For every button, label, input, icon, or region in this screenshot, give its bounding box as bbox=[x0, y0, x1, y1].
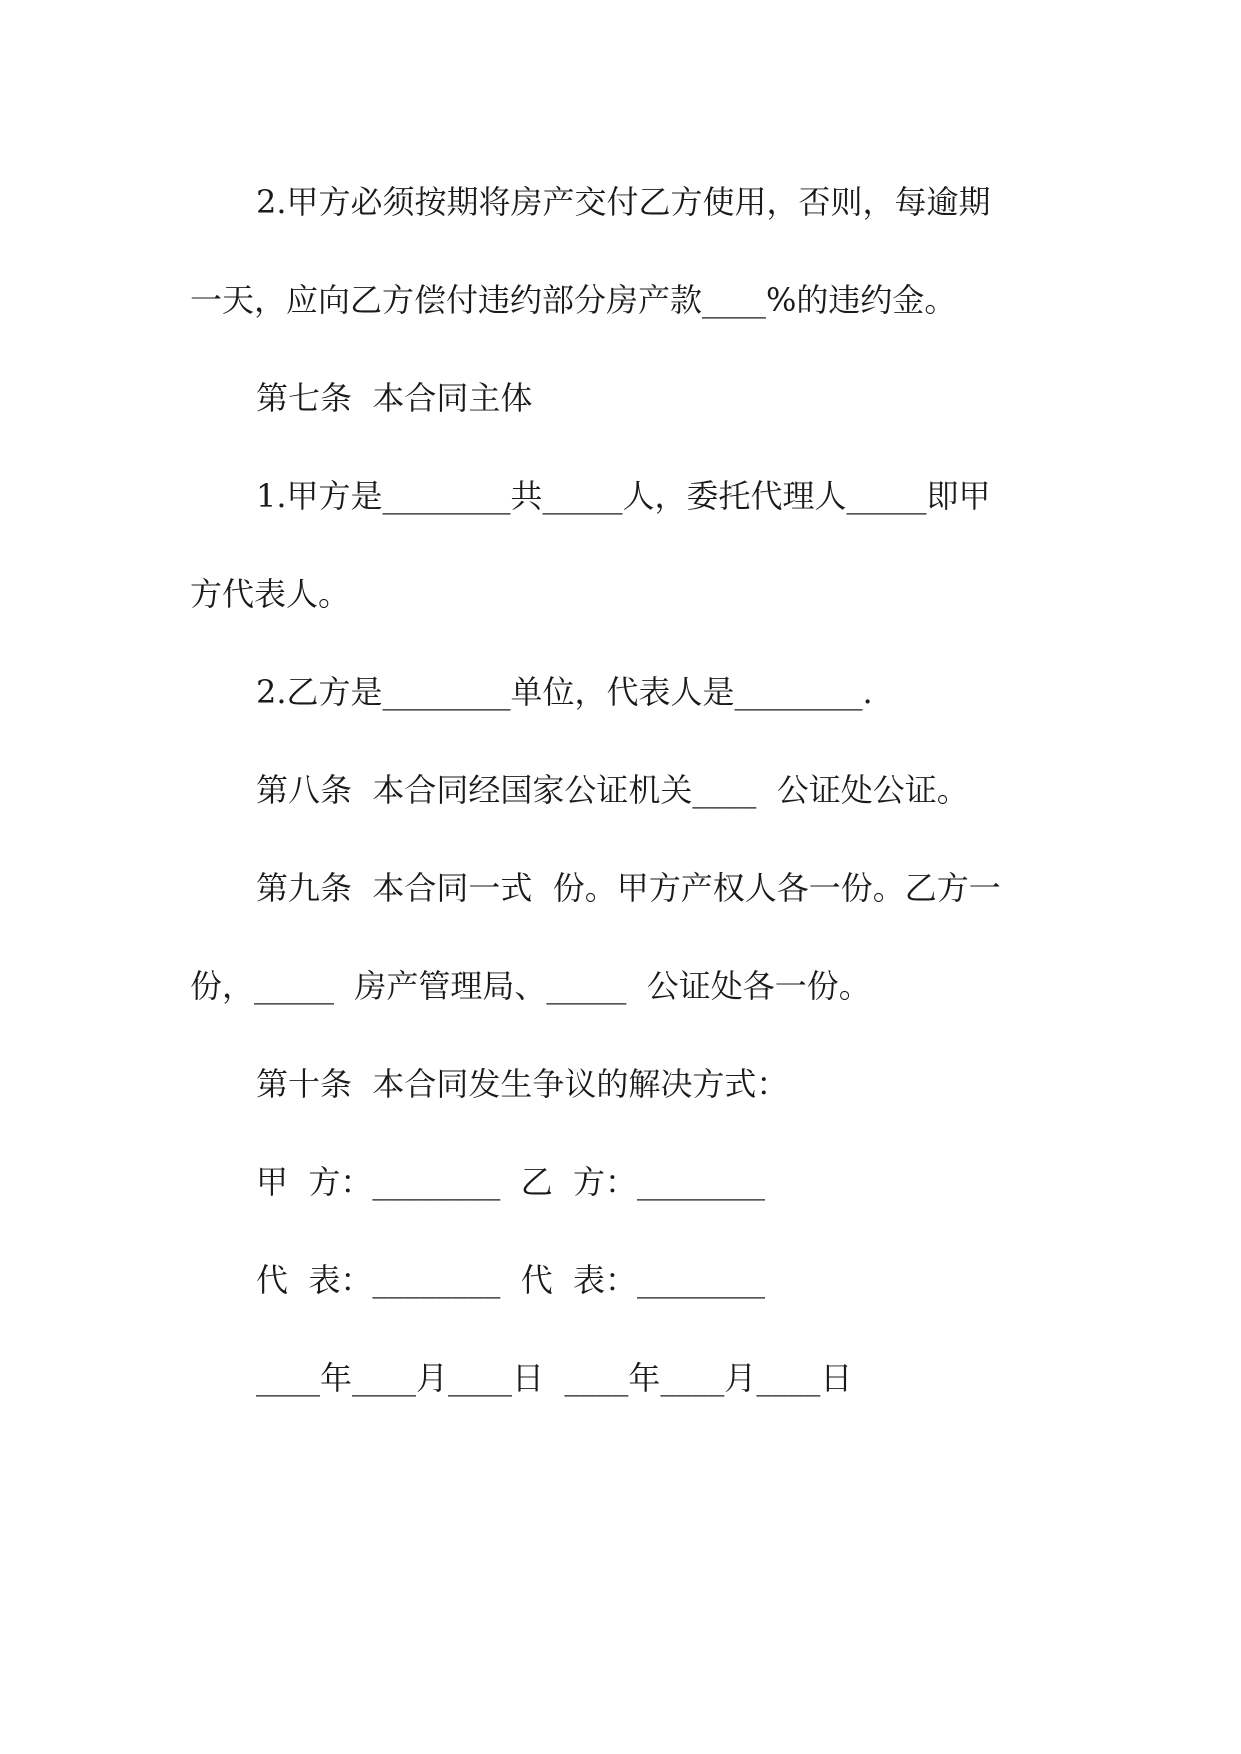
clause-6-item-2-line-2: 一天，应向乙方偿付违约部分房产款____%的违约金。 bbox=[190, 281, 957, 319]
clause-7-item-1-line-1: 1.甲方是________共_____人，委托代理人_____即甲 bbox=[256, 477, 991, 515]
signature-dates: ____年____月____日 ____年____月____日 bbox=[256, 1359, 853, 1397]
clause-10: 第十条 本合同发生争议的解决方式： bbox=[256, 1065, 789, 1103]
clause-7-heading: 第七条 本合同主体 bbox=[256, 379, 533, 417]
clause-9-line-1: 第九条 本合同一式 份。甲方产权人各一份。乙方一 bbox=[256, 869, 1001, 907]
clause-6-item-2-line-1: 2.甲方必须按期将房产交付乙方使用，否则，每逾期 bbox=[256, 183, 991, 221]
clause-7-item-1-line-2: 方代表人。 bbox=[190, 575, 351, 613]
signature-parties: 甲 方：________ 乙 方：________ bbox=[256, 1163, 766, 1201]
signature-representatives: 代 表：________ 代 表：________ bbox=[256, 1261, 766, 1299]
clause-8: 第八条 本合同经国家公证机关____ 公证处公证。 bbox=[256, 771, 969, 809]
clause-9-line-2: 份，_____ 房产管理局、_____ 公证处各一份。 bbox=[190, 967, 871, 1005]
clause-7-item-2: 2.乙方是________单位，代表人是________. bbox=[256, 673, 873, 711]
